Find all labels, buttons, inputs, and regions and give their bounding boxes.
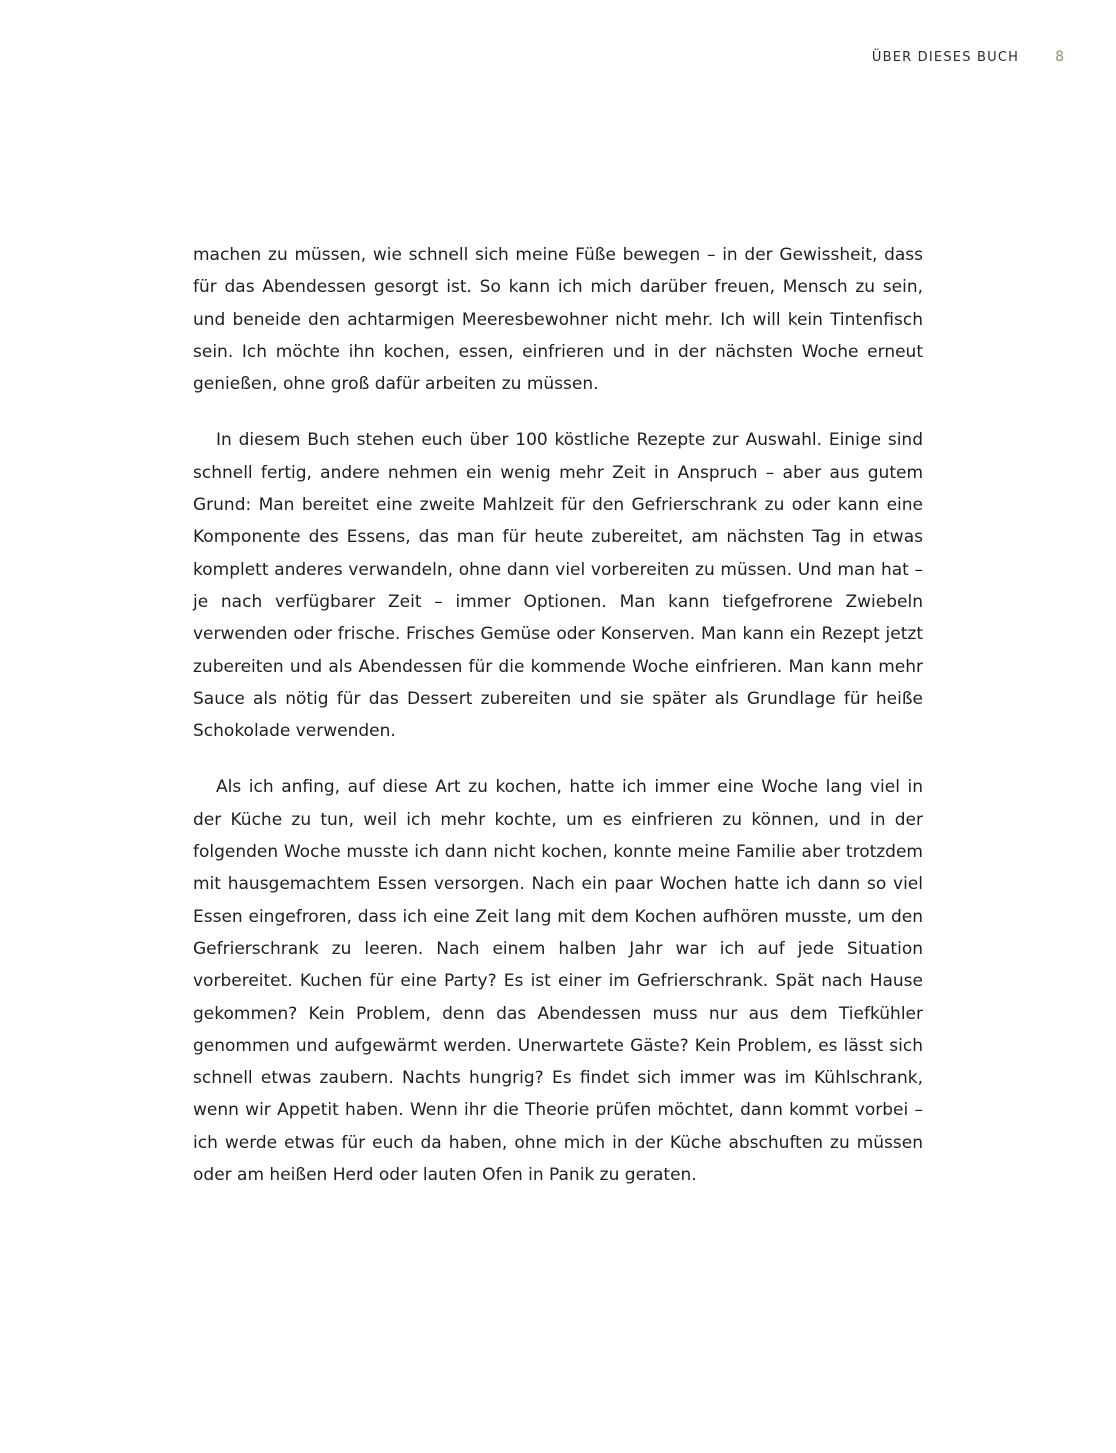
paragraph-continuation: machen zu müssen, wie schnell sich meine Füße bewegen – in der Gewissheit, dass für das Abendessen gesorgt ist. So kann ich mich darüber freuen, Mensch zu sein, und beneide den achtarmigen Meeresbewohner nicht mehr. Ich will kein Tintenfisch sein. Ich möchte ihn kochen, essen, einfrieren und in der nächsten Woche erneut genießen, ohne groß dafür arbeiten zu müssen.: [193, 245, 923, 395]
body-text: [193, 239, 923, 1215]
running-header: [872, 49, 1064, 65]
paragraph-recipes: In diesem Buch stehen euch über 100 köstliche Rezepte zur Auswahl. Einige sind schnell fertig, andere nehmen ein wenig mehr Zeit in Anspruch – aber aus gutem Grund: Man bereitet eine zweite Mahlzeit für den Gefrierschrank zu oder kann eine Komponente des Essens, das man für heute zubereitet, am nächsten Tag in etwas komplett anderes verwandeln, ohne dann viel vorbereiten zu müssen. Und man hat – je nach verfügbarer Zeit – immer Optionen. Man kann tiefgefrorene Zwiebeln verwenden oder frische. Frisches Gemüse oder Konserven. Man kann ein Rezept jetzt zubereiten und als Abendessen für die kommende Woche einfrieren. Man kann mehr Sauce als nötig für das Dessert zubereiten und sie später als Grundlage für heiße Schokolade verwenden.: [193, 430, 923, 742]
page-number: 8: [1055, 49, 1064, 65]
paragraph-cooking-method: Als ich anfing, auf diese Art zu kochen, hatte ich immer eine Woche lang viel in der Küche zu tun, weil ich mehr kochte, um es einfrieren zu können, und in der folgenden Woche musste ich dann nicht kochen, konnte meine Familie aber trotzdem mit hausgemachtem Essen versorgen. Nach ein paar Wochen hatte ich dann so viel Essen eingefroren, dass ich eine Zeit lang mit dem Kochen aufhören musste, um den Gefrierschrank zu leeren. Nach einem halben Jahr war ich auf jede Situation vorbereitet. Kuchen für eine Party? Es ist einer im Gefrierschrank. Spät nach Hause gekommen? Kein Problem, denn das Abendessen muss nur aus dem Tiefkühler genommen und aufgewärmt werden. Unerwartete Gäste? Kein Problem, es lässt sich schnell etwas zaubern. Nachts hungrig? Es findet sich immer was im Kühlschrank, wenn wir Appetit haben. Wenn ihr die Theorie prüfen möchtet, dann kommt vorbei – ich werde etwas für euch da haben, ohne mich in der Küche abschuften zu müssen oder am heißen Herd oder lauten Ofen in Panik zu geraten.: [193, 777, 923, 1186]
running-title: ÜBER DIESES BUCH: [871, 50, 1020, 65]
